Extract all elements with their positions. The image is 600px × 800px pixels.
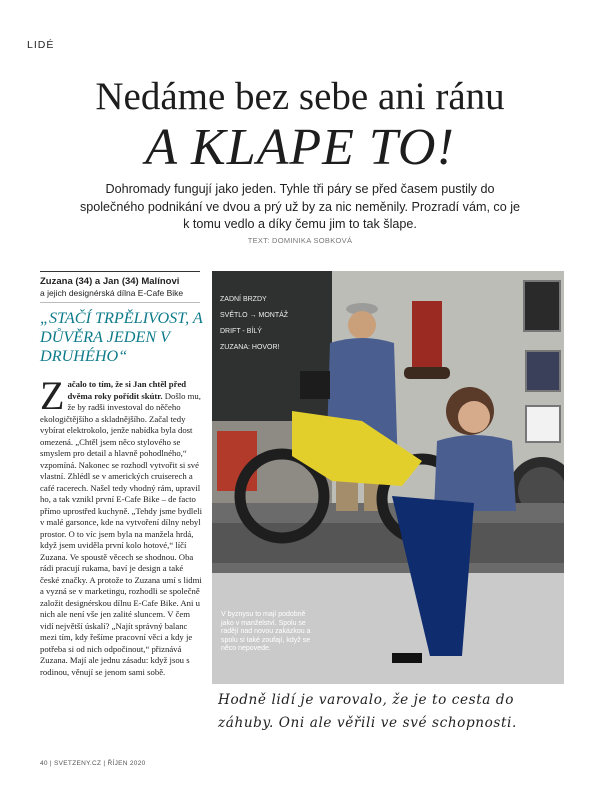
couple-subtitle: a jejich designérská dílna E-Cafe Bike (40, 288, 184, 298)
divider-top (40, 271, 200, 272)
handwritten-quote-line-1: Hodně lidí je varovalo, že je to cesta do (218, 692, 515, 708)
byline: TEXT: DOMINIKA SOBKOVÁ (247, 236, 353, 245)
chalk-line-4: ZUZANA: HOVOR! (220, 344, 280, 351)
page-footer: 40 | SVETZENY.CZ | ŘÍJEN 2020 (40, 760, 146, 767)
section-label: LIDÉ (27, 39, 55, 51)
pull-quote: „STAČÍ TRPĚLIVOST, A DŮVĚRA JEDEN V DRUHÉHO“ (40, 309, 203, 365)
woman-figure (434, 435, 516, 511)
handwritten-quote-line-2: záhuby. Oni ale věřili ve své schopnosti. (218, 715, 517, 731)
drop-cap: Z (40, 373, 65, 418)
chalk-line-3: DRIFT - BÍLÝ (220, 328, 262, 335)
divider-bottom (40, 302, 200, 303)
body-text: Došlo mu, že by radši investoval do něčeho ekologičtějšího a skladnějšího. Začal tedy vybírat elektrokolo, jenže nabídka byla dost omezená. „Chtěl jsem něco stylového se smyslem pro detail a hlavně pohodlného,“ vzpomíná. Nakonec se rozhodl vytvořit si své vlastní. Zhlédl se v amerických cruiserech a café racerech. Našel tedy vhodný rám, upravil ho, a tak vznikl první E-Cafe Bike – de facto přímo uprostřed kuchyně. „Tehdy jsme bydleli v malé garsonce, kde na vytvoření dílny nebyl prostor. O to víc jsem byla na manžela hrdá, když jsem uviděla první kolo hotové,“ líčí Zuzana. Ve spoustě věcech se shodnou. Oba rádi pracují rukama, baví je design a také české značky. A protože to Zuzana umí s lidmi a vyzná se v marketingu, rozhodli se společně založit designérskou dílnu E-Cafe Bike. Ani u nich ale není vše jen zalité sluncem. V čem vidí největší úskalí? „Najít správný balanc mezi tím, kdy řešíme pracovní věci a kdy je potřeba si od nich odpočinout,“ přiznává Zuzana. Mají ale jednu zásadu: když jsou s rodinou, věnují se jenom sami sobě. (40, 390, 203, 677)
headline-line-1: Nedáme bez sebe ani ránu (95, 75, 505, 118)
body-lead-bold: ačalo to tím, že si Jan chtěl před dvěma roky pořídit skútr. (67, 379, 187, 401)
article-body (40, 373, 203, 678)
photo-caption: V byznysu to mají podobně jako v manželství. Spolu se radějí nad novou zakázkou a spolu si také zoufají, když se něco nepovede. (221, 611, 311, 653)
lead-paragraph: Dohromady fungují jako jeden. Tyhle tři páry se před časem pustily do společného podnikání ve dvou a prý už by za nic neměnily. Prozradí vám, co je k tomu vedlo a díky čemu jim to tak šlape. (79, 182, 521, 231)
couple-names: Zuzana (34) a Jan (34) Malínovi (40, 276, 180, 287)
headline-line-2: A KLAPE TO! (145, 119, 455, 176)
chalk-line-1: ZADNÍ BRZDY (220, 296, 267, 303)
chalk-line-2: SVĚTLO → MONTÁŽ (220, 312, 289, 319)
